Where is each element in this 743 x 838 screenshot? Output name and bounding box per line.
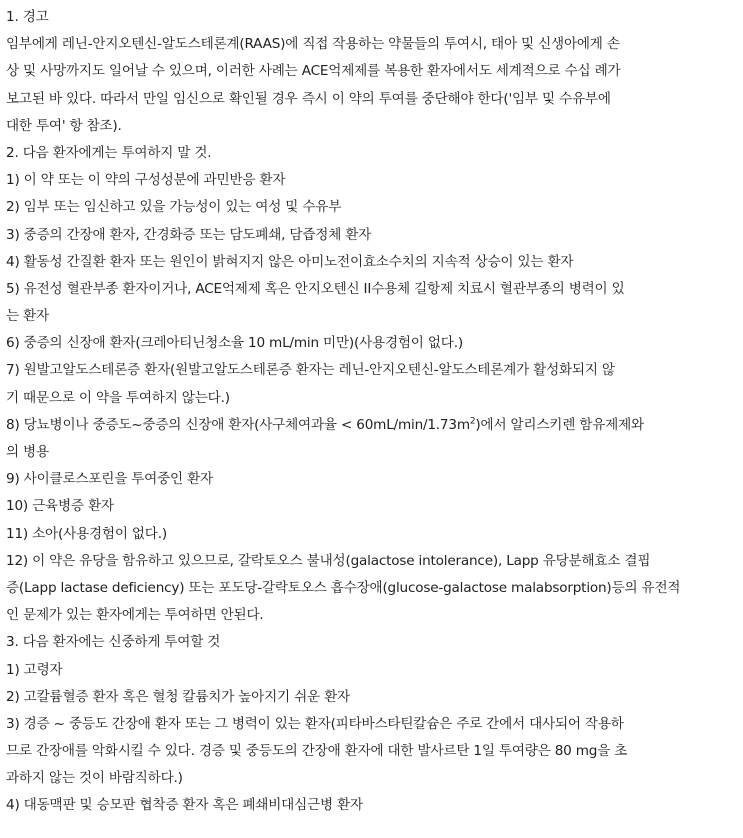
superscript: 2 xyxy=(469,416,476,427)
paragraph-line: 임부에게 레닌-안지오텐신-알도스테론계(RAAS)에 직접 작용하는 약물들의 투여시, 태아 및 신생아에게 손 xyxy=(6,36,620,53)
list-item: 4) 대동맥판 및 승모판 협착증 환자 혹은 폐쇄비대심근병 환자 xyxy=(6,797,363,814)
list-item: 11) 소아(사용경험이 없다.) xyxy=(6,525,167,542)
list-item: 10) 근육병증 환자 xyxy=(6,498,114,515)
list-item: 5) 유전성 혈관부종 환자이거나, ACE억제제 혹은 안지오텐신 II수용체 길항제 치료시 혈관부종의 병력이 있 xyxy=(6,280,625,297)
list-item: 7) 원발고알도스테론증 환자(원발고알도스테론증 환자는 레닌-안지오텐신-알도스테론계가 활성화되지 않 xyxy=(6,362,615,379)
list-item-text: )에서 알리스키렌 함유제제와 xyxy=(475,416,644,433)
section-heading-warning: 1. 경고 xyxy=(6,9,49,25)
list-item-continuation: 는 환자 xyxy=(6,308,49,325)
list-item xyxy=(6,412,743,439)
document-body xyxy=(0,4,743,838)
list-item-continuation: 증(Lapp lactase deficiency) 또는 포도당-갈락토오스 흡수장애(glucose-galactose malabsorption)등의 유전적 xyxy=(6,579,681,596)
list-item: 1) 고령자 xyxy=(6,661,63,678)
list-item: 12) 이 약은 유당을 함유하고 있으므로, 갈락토오스 불내성(galactose intolerance), Lapp 유당분해효소 결핍 xyxy=(6,552,651,569)
list-item-continuation: 므로 간장애를 악화시킬 수 있다. 경증 및 중등도의 간장애 환자에 대한 발사르탄 1일 투여량은 80 mg을 초 xyxy=(6,743,628,760)
section-heading-caution: 3. 다음 환자에는 신중하게 투여할 것 xyxy=(6,634,221,651)
list-item: 1) 이 약 또는 이 약의 구성성분에 과민반응 환자 xyxy=(6,172,286,189)
list-item-text: 8) 당뇨병이나 중증도~중증의 신장애 환자(사구체여과율 < 60mL/min/1.73m xyxy=(6,416,470,433)
paragraph-line: 보고된 바 있다. 따라서 만일 임신으로 확인될 경우 즉시 이 약의 투여를 중단해야 한다('임부 및 수유부에 xyxy=(6,90,611,107)
list-item-continuation: 의 병용 xyxy=(6,444,49,460)
list-item: 2) 고칼륨혈증 환자 혹은 혈청 칼륨치가 높아지기 쉬운 환자 xyxy=(6,688,350,705)
list-item-continuation: 과하지 않는 것이 바람직하다.) xyxy=(6,770,183,787)
list-item-continuation: 인 문제가 있는 환자에게는 투여하면 안된다. xyxy=(6,607,264,624)
list-item: 6) 중증의 신장애 환자(크레아티닌청소율 10 mL/min 미만)(사용경험이 없다.) xyxy=(6,335,463,352)
list-item: 9) 사이클로스포린을 투여중인 환자 xyxy=(6,471,213,488)
paragraph-line: 대한 투여' 항 참조). xyxy=(6,117,122,134)
list-item: 4) 활동성 간질환 환자 또는 원인이 밝혀지지 않은 아미노전이효소수치의 지속적 상승이 있는 환자 xyxy=(6,253,574,270)
section-heading-contraindications: 2. 다음 환자에게는 투여하지 말 것. xyxy=(6,144,212,161)
paragraph-line: 상 및 사망까지도 일어날 수 있으며, 이러한 사례는 ACE억제제를 복용한 환자에서도 세계적으로 수십 례가 xyxy=(6,63,621,80)
list-item: 2) 임부 또는 임신하고 있을 가능성이 있는 여성 및 수유부 xyxy=(6,199,342,216)
list-item: 3) 중증의 간장애 환자, 간경화증 또는 담도폐쇄, 담즙정체 환자 xyxy=(6,226,372,243)
list-item: 3) 경증 ~ 중등도 간장애 환자 또는 그 병력이 있는 환자(피타바스타틴칼슘은 주로 간에서 대사되어 작용하 xyxy=(6,715,624,732)
list-item-continuation: 기 때문으로 이 약을 투여하지 않는다.) xyxy=(6,389,230,406)
